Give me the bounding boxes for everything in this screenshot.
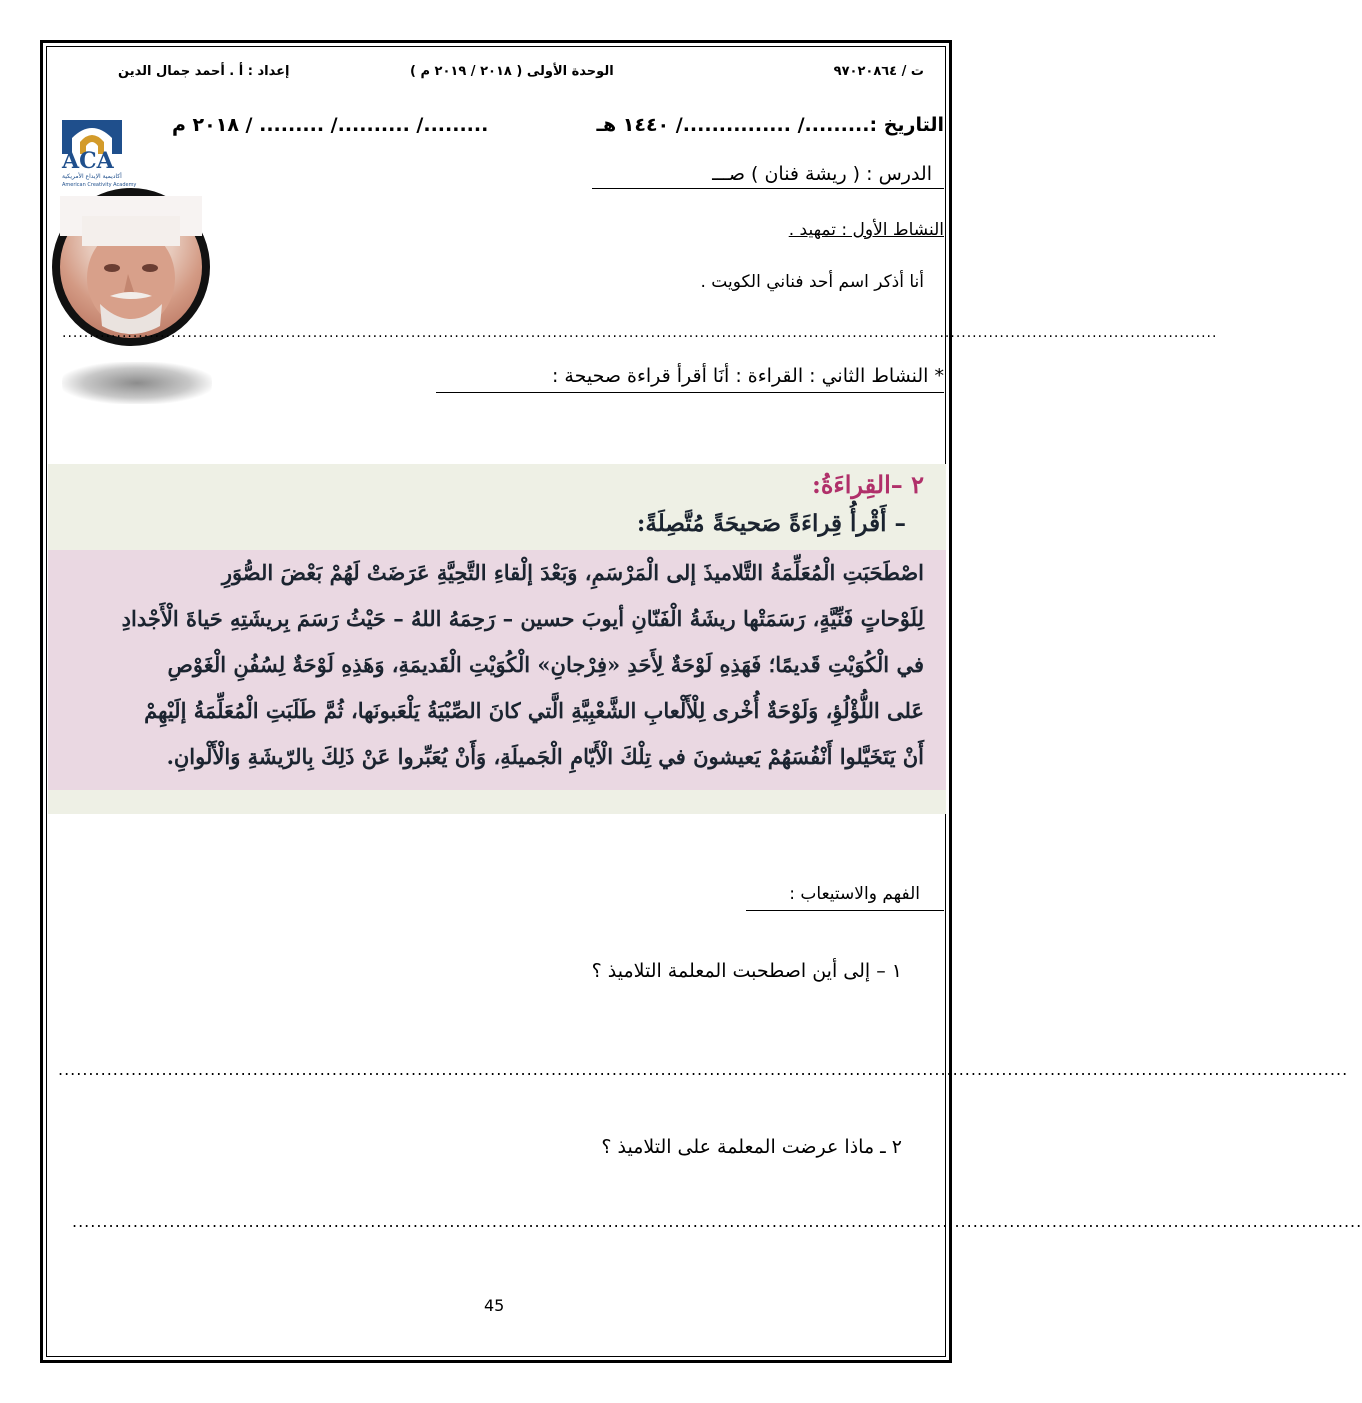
comprehension-title: الفهم والاستيعاب : (789, 884, 920, 904)
reading-line: أَنْ يَتَخَيَّلوا أَنْفُسَهُمْ يَعيشونَ في تِلْكَ الْأَيّامِ الْجَميلَةِ، وَأَنْ يُعَبِّروا عَنْ ذَلِكَ بِالرّيشَةِ وَالْأَلْوانِ. (166, 744, 924, 769)
answer-line-2[interactable]: .................................................................................................................................................................................................................... (72, 1212, 1362, 1231)
logo-english: American Creativity Academy (62, 182, 137, 188)
activity2-underline (436, 392, 944, 393)
answer-line-1[interactable]: .................................................................................................................................................................................................................... (58, 1060, 1349, 1079)
activity2-title: * النشاط الثاني : القراءة : أنَا أقرأ قراءة صحيحة : (551, 365, 944, 387)
separator-dots-1: .................................................................................................................................................................................................................... (62, 325, 1218, 341)
reading-line: في الْكُوَيْتِ قَديمًا؛ فَهَذِهِ لَوْحَةٌ لِأَحَدِ «فِرْجانِ» الْكُوَيْتِ الْقَديمَةِ، وَهَذِهِ لَوْحَةٌ لِسُفُنِ الْغَوْصِ (167, 652, 924, 677)
logo-arabic: أكاديمية الإبداع الأمريكية (62, 173, 122, 180)
date-hijri: التاريخ :........./ .............../ ١٤٤٠ هـ (596, 114, 944, 136)
author-photo (52, 188, 210, 346)
reading-text-area (48, 550, 946, 790)
reading-line: لِلَوْحاتٍ فَنِّيَّةٍ، رَسَمَتْها ريشَةُ الْفَنّانِ أيوبَ حسين – رَحِمَهُ اللهُ – حَيْثُ رَسَمَ بِريشَتِهِ حَياةَ الْأَجْدادِ (121, 606, 924, 631)
academy-logo (58, 118, 158, 193)
reading-line: اصْطَحَبَتِ الْمُعَلِّمَةُ التَّلاميذَ إلى الْمَرْسَمِ، وَبَعْدَ إلْقاءِ التَّحِيَّةِ عَرَضَتْ لَهُمْ بَعْضَ الصُّوَرِ (221, 560, 924, 585)
portrait-icon (60, 196, 202, 338)
lesson-title: الدرس : ( ريشة فنان ) صـــ (712, 163, 932, 185)
activity1-prompt: أنا أذكر اسم أحد فناني الكويت . (700, 272, 924, 292)
activity1-title: النشاط الأول : تمهيد . (788, 220, 944, 240)
question-2: ٢ ـ ماذا عرضت المعلمة على التلاميذ ؟ (601, 1136, 902, 1158)
question-1: ١ – إلى أين اصطحبت المعلمة التلاميذ ؟ (591, 960, 902, 982)
reading-line: عَلى اللُّؤْلُؤِ، وَلَوْحَةٌ أُخْرى لِلْأَلْعابِ الشَّعْبِيَّةِ الَّتي كانَ الصِّبْيَةُ يَلْعَبونَها، ثُمَّ طَلَبَتِ الْمُعَلِّمَةُ إلَيْهِمْ (144, 698, 924, 723)
comprehension-underline (746, 910, 944, 911)
lesson-underline (592, 188, 944, 189)
phone-number: ت / ٩٧٠٢٠٨٦٤ (833, 64, 924, 79)
date-gregorian: ........./ ........../ ......... / ٢٠١٨ م (172, 114, 489, 136)
unit-title: الوحدة الأولى ( ٢٠١٨ / ٢٠١٩ م ) (410, 64, 614, 79)
page-number: 45 (484, 1296, 505, 1315)
reading-passage (48, 464, 946, 814)
blurred-mark (62, 362, 212, 404)
reading-subtitle: – أَقْرأُ قِراءَةً صَحيحَةً مُتَّصِلَةً: (636, 510, 906, 537)
prepared-by: إعداد : أ . أحمد جمال الدين (118, 64, 290, 79)
logo-mark: ACA (62, 148, 114, 174)
reading-heading: ٢ –القِراءَةُ: (812, 470, 924, 499)
